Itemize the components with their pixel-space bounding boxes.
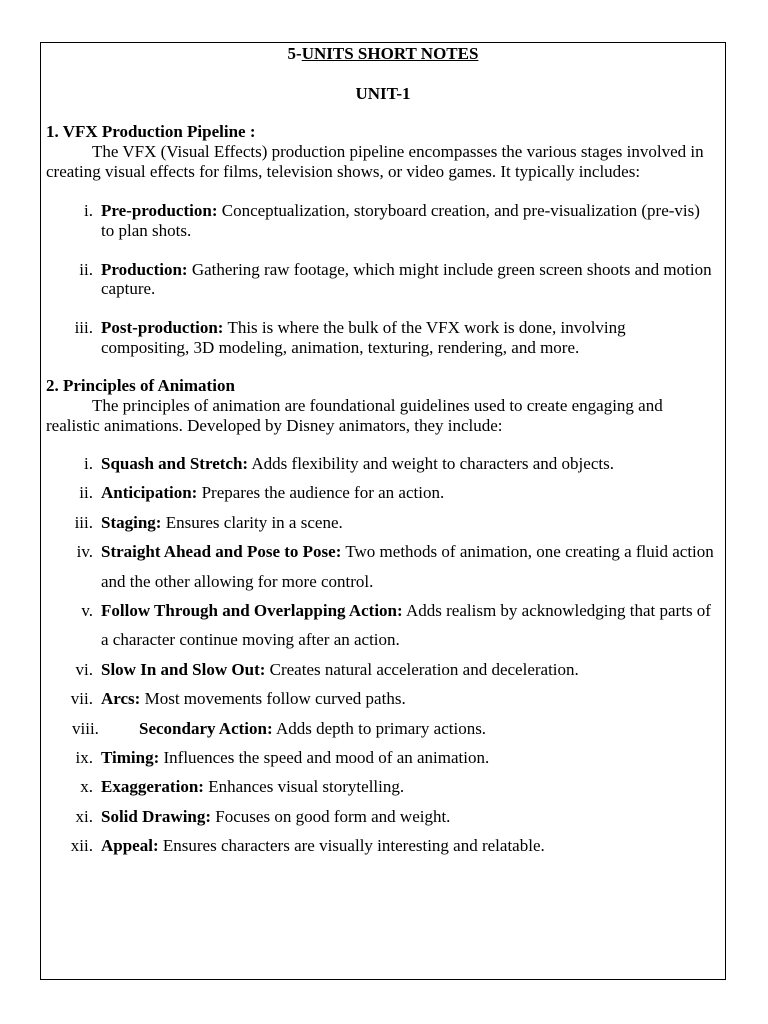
list-item [46, 596, 716, 655]
list-term: Straight Ahead and Pose to Pose: [101, 542, 342, 562]
principles-list [46, 449, 716, 861]
list-number: ix. [75, 748, 93, 768]
list-number: ii. [79, 483, 93, 503]
list-number: iii. [74, 318, 93, 337]
list-desc: Gathering raw footage, which might include green screen shoots and motion capture. [101, 259, 712, 298]
title-prefix: 5- [287, 44, 302, 63]
section-intro: The VFX (Visual Effects) production pipeline encompasses the various stages involved in creating visual effects for films, television shows, or video games. It typically includes: [46, 142, 704, 181]
list-number: xii. [70, 836, 93, 856]
list-desc: Ensures characters are visually interesting and relatable. [162, 836, 545, 856]
list-desc: Adds depth to primary actions. [275, 718, 487, 738]
list-term: Squash and Stretch: [101, 454, 249, 473]
list-desc: Enhances visual storytelling. [208, 777, 405, 797]
list-item [46, 802, 716, 831]
list-item [46, 318, 716, 357]
section-heading: 1. VFX Production Pipeline : [46, 122, 256, 141]
document-body [46, 122, 716, 861]
list-term: Post-production: [101, 318, 224, 337]
list-desc: Influences the speed and mood of an animation. [163, 748, 490, 768]
list-number: vii. [70, 689, 93, 709]
list-term: Timing: [101, 748, 160, 768]
list-desc: Conceptualization, storyboard creation, and pre-visualization (pre-vis) to plan shots. [101, 201, 700, 240]
list-desc: Most movements follow curved paths. [144, 689, 406, 709]
list-desc: Ensures clarity in a scene. [165, 512, 343, 532]
list-item [46, 478, 716, 507]
list-number: viii. [72, 718, 99, 738]
list-number: vi. [75, 659, 93, 679]
list-term: Pre-production: [101, 201, 218, 220]
list-desc: Prepares the audience for an action. [201, 483, 445, 503]
list-term: Follow Through and Overlapping Action: [101, 601, 403, 621]
list-number: iii. [74, 512, 93, 532]
list-term: Appeal: [101, 836, 159, 856]
list-number: v. [81, 601, 93, 621]
list-desc: Adds flexibility and weight to characters and objects. [251, 454, 614, 473]
list-term: Secondary Action: [139, 718, 273, 738]
list-number: iv. [76, 542, 93, 562]
list-item [46, 831, 716, 860]
pipeline-list [46, 201, 716, 357]
list-item [46, 743, 716, 772]
list-desc: Creates natural acceleration and deceleration. [269, 659, 579, 679]
list-term: Anticipation: [101, 483, 198, 503]
list-desc: Two methods of animation, one creating a fluid action and the other allowing for more control. [101, 542, 714, 591]
list-number: xi. [75, 806, 93, 826]
list-desc: This is where the bulk of the VFX work is done, involving compositing, 3D modeling, animation, texturing, rendering, and more. [101, 318, 626, 357]
list-item [46, 449, 716, 478]
list-item [46, 684, 716, 713]
list-desc: Adds realism by acknowledging that parts of a character continue moving after an action. [101, 601, 711, 650]
title-underlined: UNITS SHORT NOTES [301, 44, 479, 63]
list-number: x. [80, 777, 93, 797]
list-term: Staging: [101, 512, 162, 532]
list-term: Exaggeration: [101, 777, 204, 797]
document-title [40, 44, 726, 64]
list-term: Arcs: [101, 689, 141, 709]
list-number: i. [84, 201, 93, 220]
list-item [46, 714, 716, 743]
list-term: Production: [101, 259, 188, 279]
section-intro: The principles of animation are foundational guidelines used to create engaging and realistic animations. Developed by Disney animators, they include: [46, 396, 663, 435]
section-heading: 2. Principles of Animation [46, 376, 235, 395]
list-item [46, 508, 716, 537]
list-item [46, 772, 716, 801]
list-desc: Focuses on good form and weight. [215, 806, 451, 826]
unit-title: UNIT-1 [355, 84, 411, 103]
list-item [46, 201, 716, 240]
list-term: Solid Drawing: [101, 806, 212, 826]
list-item [46, 655, 716, 684]
list-number: ii. [79, 259, 93, 279]
list-number: i. [84, 454, 93, 473]
list-term: Slow In and Slow Out: [101, 659, 266, 679]
list-item [46, 537, 716, 596]
list-item [46, 260, 716, 299]
